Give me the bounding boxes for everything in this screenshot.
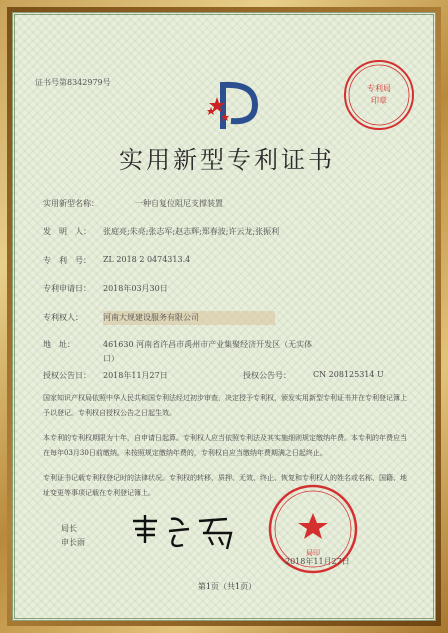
grant-pub-label: 授权公告号： [243, 371, 291, 380]
grant-date-value: 2018年11月27日 [103, 371, 168, 380]
body-paragraph-3: 专利证书记载专利权登记时的法律状况。专利权的转移、质押、无效、终止、恢复和专利权人的姓名或名称、国籍、地址变更等事项记载在专利登记簿上。 [43, 474, 407, 497]
official-stamp-top [341, 57, 417, 133]
filing-date-value: 2018年03月30日 [103, 284, 168, 293]
inventor-value: 张庭亮;朱亮;张志军;赵志辉;郑春波;许云龙;张振利 [103, 227, 280, 236]
issue-date: 2018年11月27日 [285, 557, 350, 566]
body-paragraph-2: 本专利的专利权期限为十年，自申请日起算。专利权人应当依照专利法及其实施细则规定缴纳年费。本专利的年费应当在每年03月30日前缴纳。未按照规定缴纳年费的，专利权自应当缴纳年费期满之日起终止。 [43, 434, 407, 457]
patentee-value: 河南大规建设服务有限公司 [103, 313, 199, 322]
filing-date-label: 专利申请日： [43, 284, 91, 293]
patent-number-label: 专 利 号： [43, 256, 91, 265]
grant-pub-value: CN 208125314 U [313, 370, 384, 379]
address-value: 461630 河南省许昌市禹州市产业集聚经济开发区（无实体 [103, 340, 313, 349]
certificate-title: 实用新型专利证书 [119, 146, 335, 174]
utility-name-label: 实用新型名称： [43, 199, 99, 208]
director-name: 申长雨 [61, 538, 85, 547]
grant-date-label: 授权公告日： [43, 371, 91, 380]
certificate-number: 证书号第8342979号 [35, 78, 111, 87]
patentee-label: 专利权人： [43, 313, 83, 322]
certificate-paper [12, 12, 436, 621]
body-paragraph-1: 国家知识产权局依照中华人民共和国专利法经过初步审查，决定授予专利权，颁发实用新型专利证书并在专利登记簿上予以登记。专利权自授权公告之日起生效。 [43, 394, 407, 417]
address-value-cont: 口） [103, 354, 119, 363]
patent-number-value: ZL 2018 2 0474313.4 [103, 255, 191, 264]
patent-office-logo [203, 73, 267, 137]
svg-text:专利局: 专利局 [367, 84, 391, 93]
svg-text:局印: 局印 [306, 549, 320, 557]
inventor-label: 发 明 人： [43, 227, 91, 236]
address-label: 地 址： [43, 340, 75, 349]
director-title: 局长 [61, 524, 77, 533]
page-indicator: 第1页（共1页） [197, 582, 257, 591]
svg-text:印章: 印章 [371, 96, 387, 105]
director-signature [127, 513, 237, 553]
utility-name-value: 一种自复位阻尼支撑装置 [135, 199, 223, 208]
